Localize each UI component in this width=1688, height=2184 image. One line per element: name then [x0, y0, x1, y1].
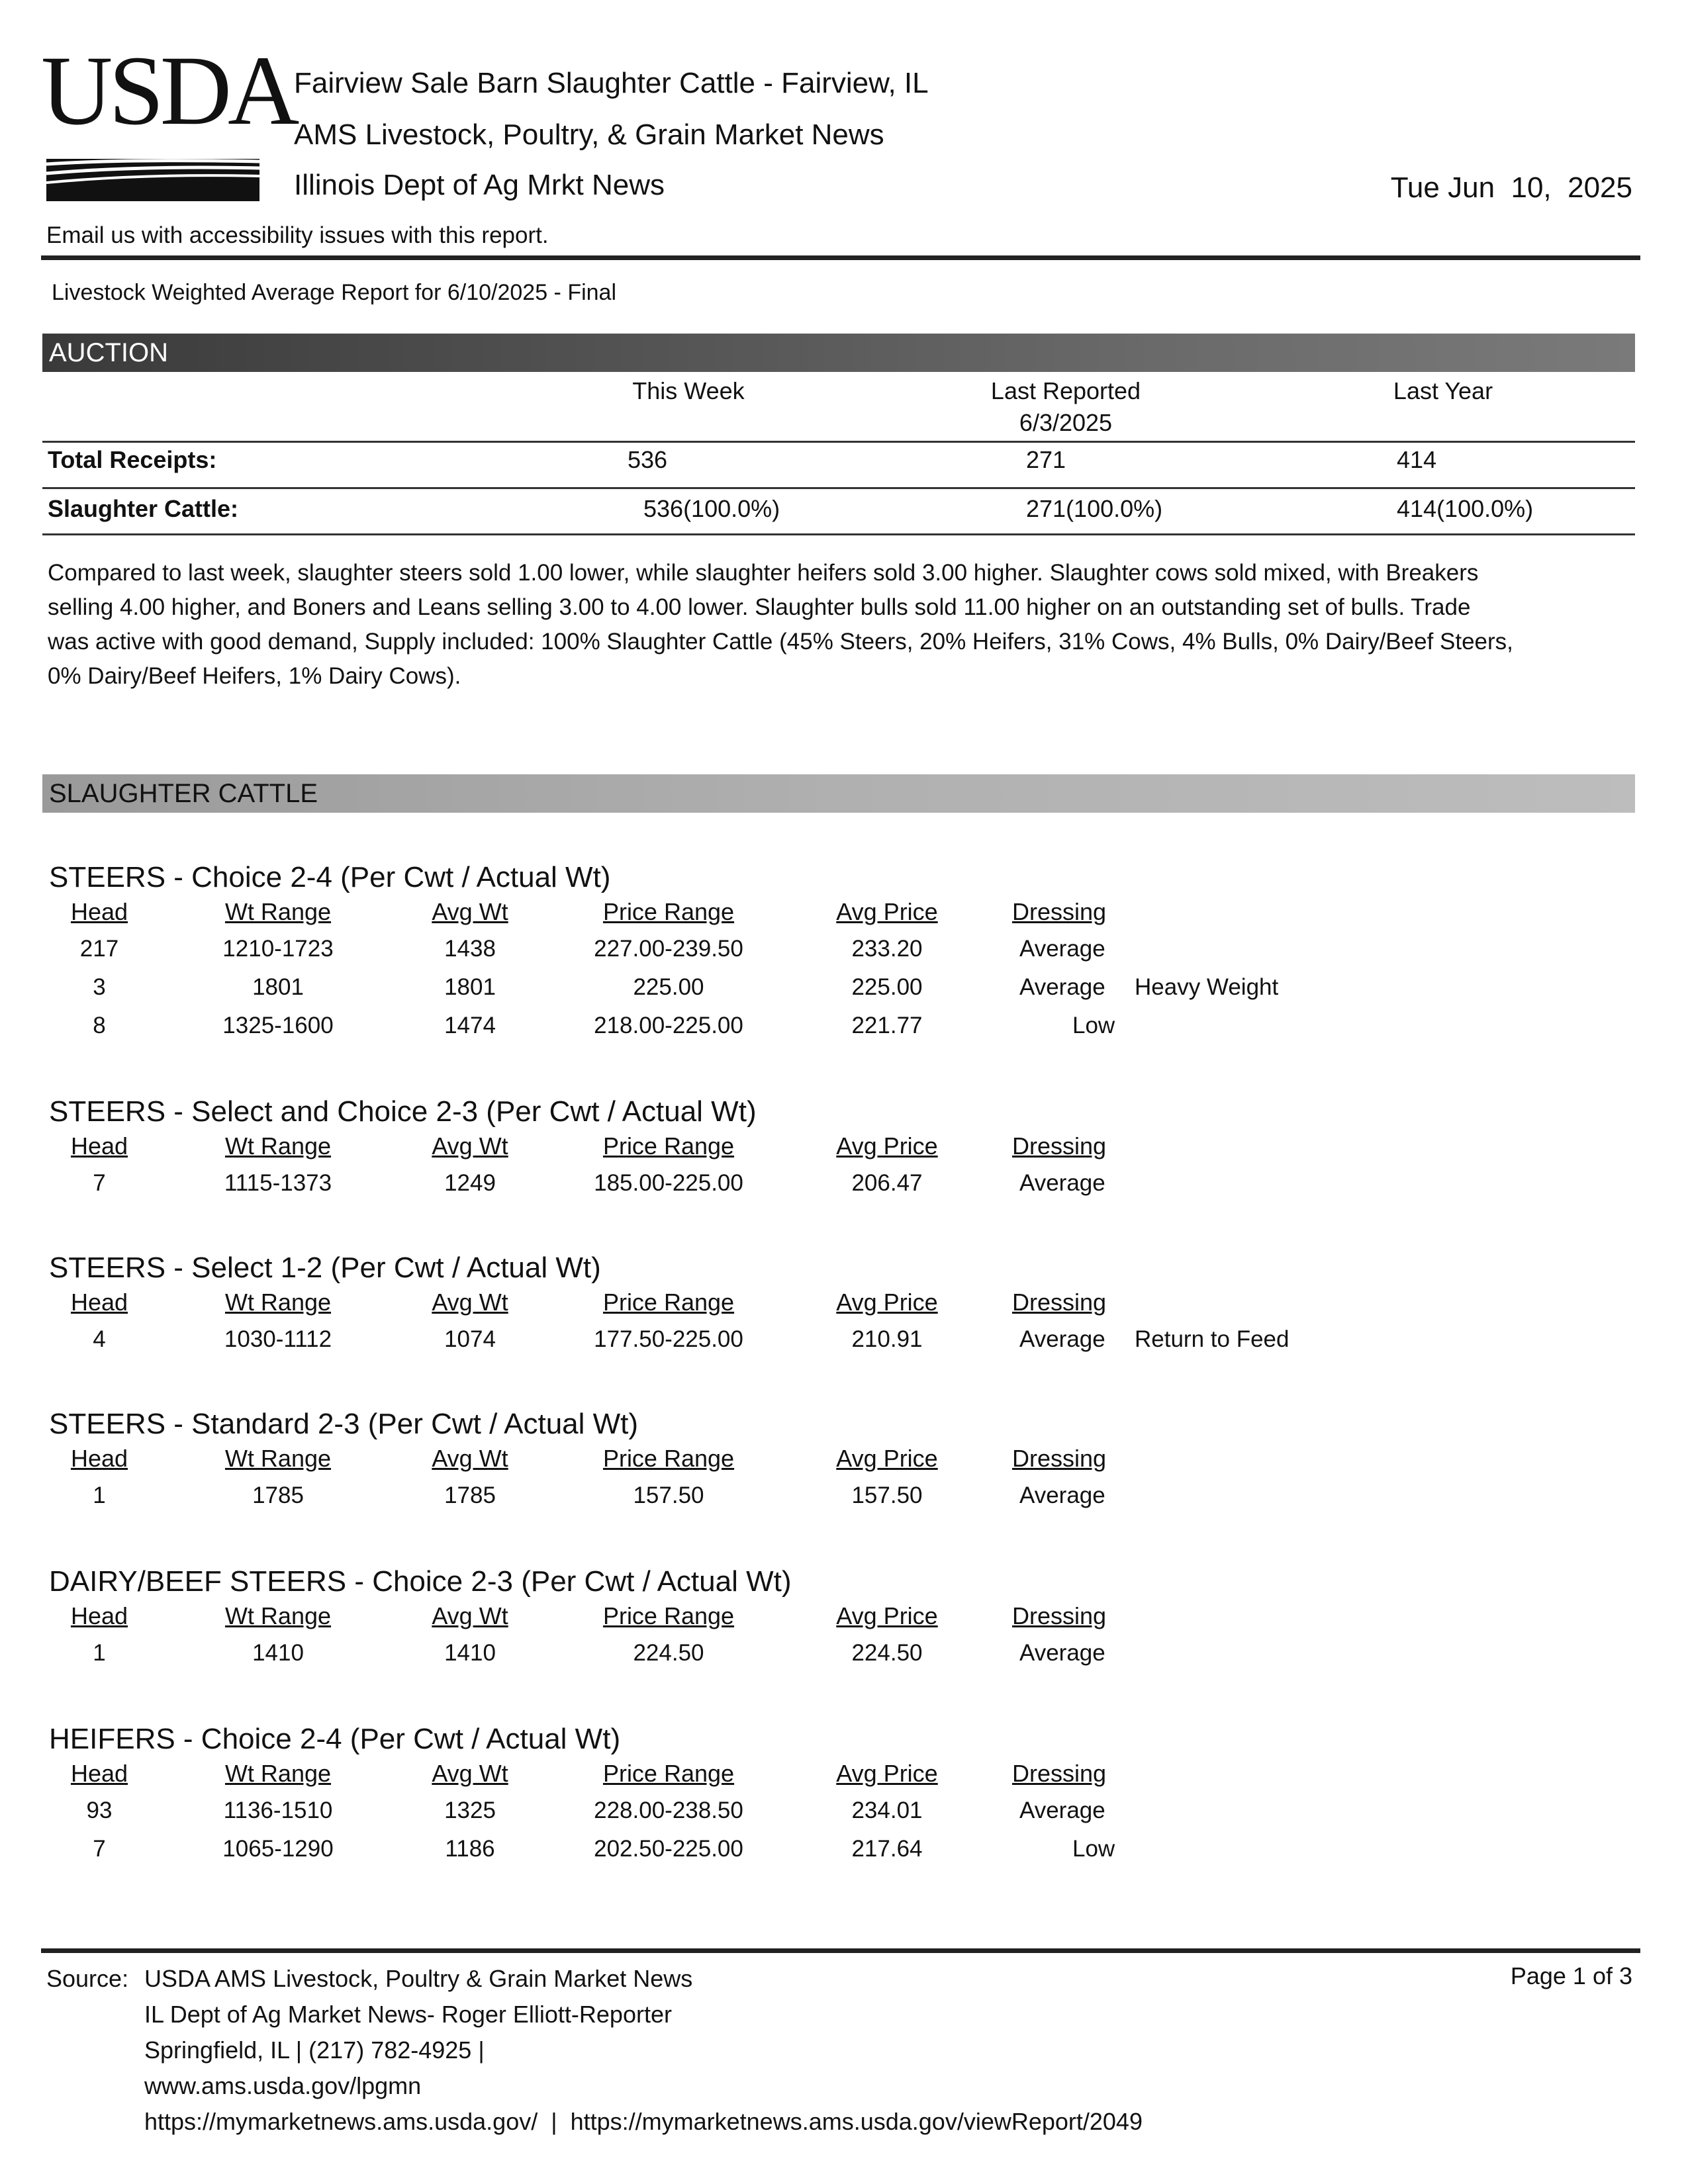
header-title-line1: Fairview Sale Barn Slaughter Cattle - Fairview, IL — [294, 67, 929, 99]
col-header-head: Head — [70, 1132, 128, 1160]
col-header-avg-price: Avg Price — [836, 1445, 938, 1472]
cell-price-range: 225.00 — [633, 974, 704, 1000]
col-header-price-range: Price Range — [602, 1602, 735, 1629]
total-receipts-last-year: 414 — [1397, 446, 1437, 473]
cell-avg-price: 221.77 — [851, 1013, 923, 1038]
col-header-avg-price: Avg Price — [836, 1289, 938, 1316]
slaughter-cattle-last-reported: 271(100.0%) — [1026, 495, 1163, 522]
cell-head: 1 — [93, 1640, 106, 1666]
col-header-head: Head — [70, 898, 128, 925]
auction-section-label: AUCTION — [49, 338, 168, 367]
slaughter-cattle-last-year: 414(100.0%) — [1397, 495, 1534, 522]
slaughter-section-bar — [42, 774, 1635, 813]
cell-head: 93 — [86, 1797, 113, 1823]
table-title: STEERS - Choice 2-4 (Per Cwt / Actual Wt) — [49, 861, 611, 893]
cell-dressing: Average — [1019, 1482, 1105, 1508]
col-header-avg-wt: Avg Wt — [432, 898, 508, 925]
cell-avg-wt: 1325 — [444, 1797, 496, 1823]
table-row — [0, 1639, 1688, 1668]
table-row — [0, 1481, 1688, 1510]
total-receipts-last-reported: 271 — [1026, 446, 1066, 473]
cell-wt-range: 1801 — [252, 974, 304, 1000]
cell-price-range: 218.00-225.00 — [594, 1013, 743, 1038]
col-header-wt-range: Wt Range — [224, 898, 332, 925]
col-header-wt-range: Wt Range — [224, 1289, 332, 1316]
cell-dressing: Average — [1019, 936, 1105, 962]
col-header-dressing: Dressing — [1011, 1445, 1107, 1472]
cell-avg-wt: 1801 — [444, 974, 496, 1000]
col-header-head: Head — [70, 1760, 128, 1787]
col-this-week: This Week — [632, 377, 745, 404]
col-header-avg-wt: Avg Wt — [432, 1132, 508, 1160]
table-title: STEERS - Select and Choice 2-3 (Per Cwt / Actual Wt) — [49, 1095, 757, 1128]
col-header-price-range: Price Range — [602, 1445, 735, 1472]
cell-avg-price: 234.01 — [851, 1797, 923, 1823]
source-line1: USDA AMS Livestock, Poultry & Grain Market News — [144, 1965, 693, 1992]
cell-price-range: 228.00-238.50 — [594, 1797, 743, 1823]
col-header-avg-wt: Avg Wt — [432, 1289, 508, 1316]
cell-note: Return to Feed — [1135, 1326, 1289, 1352]
col-header-avg-price: Avg Price — [836, 1132, 938, 1160]
header-title-line3: Illinois Dept of Ag Mrkt News — [294, 169, 665, 201]
summary-line: was active with good demand, Supply included: 100% Slaughter Cattle (45% Steers, 20% Heifers, 31% Cows, 4% Bulls, 0% Dairy/Beef Steers, — [48, 629, 1513, 655]
cell-head: 7 — [93, 1170, 106, 1196]
cell-avg-wt: 1438 — [444, 936, 496, 962]
col-header-dressing: Dressing — [1011, 1132, 1107, 1160]
cell-head: 217 — [79, 936, 119, 962]
cell-avg-price: 217.64 — [851, 1836, 923, 1862]
col-header-avg-wt: Avg Wt — [432, 1602, 508, 1629]
cell-avg-wt: 1474 — [444, 1013, 496, 1038]
source-label: Source: — [46, 1965, 129, 1992]
col-header-head: Head — [70, 1289, 128, 1316]
usda-logo — [41, 36, 296, 203]
cell-head: 3 — [93, 974, 106, 1000]
slaughter-cattle-this-week: 536(100.0%) — [643, 495, 780, 522]
cell-wt-range: 1136-1510 — [223, 1797, 333, 1823]
cell-avg-wt: 1249 — [444, 1170, 496, 1196]
summary-line: Compared to last week, slaughter steers sold 1.00 lower, while slaughter heifers sold 3.00 higher. Slaughter cows sold mixed, with Breakers — [48, 560, 1479, 586]
auction-rule — [42, 487, 1635, 489]
cell-head: 4 — [93, 1326, 106, 1352]
total-receipts-this-week: 536 — [628, 446, 668, 473]
col-header-avg-price: Avg Price — [836, 898, 938, 925]
cell-wt-range: 1785 — [252, 1482, 304, 1508]
report-title: Livestock Weighted Average Report for 6/10/2025 - Final — [52, 280, 617, 305]
col-header-head: Head — [70, 1445, 128, 1472]
usda-logo-text: USDA — [41, 36, 296, 146]
header-title-line2: AMS Livestock, Poultry, & Grain Market News — [294, 118, 884, 151]
cell-dressing: Average — [1019, 1797, 1105, 1823]
ams-lpgmn-link[interactable]: www.ams.usda.gov/lpgmn — [144, 2072, 422, 2099]
cell-wt-range: 1325-1600 — [222, 1013, 334, 1038]
cell-wt-range: 1410 — [252, 1640, 304, 1666]
col-header-head: Head — [70, 1602, 128, 1629]
table-row — [0, 1011, 1688, 1040]
total-receipts-label: Total Receipts: — [48, 446, 217, 473]
cell-avg-price: 206.47 — [851, 1170, 923, 1196]
table-title: HEIFERS - Choice 2-4 (Per Cwt / Actual Wt) — [49, 1723, 621, 1755]
cell-avg-price: 233.20 — [851, 936, 923, 962]
table-title: STEERS - Standard 2-3 (Per Cwt / Actual Wt) — [49, 1408, 639, 1440]
col-header-avg-wt: Avg Wt — [432, 1760, 508, 1787]
slaughter-cattle-label: Slaughter Cattle: — [48, 495, 239, 522]
col-header-price-range: Price Range — [602, 1289, 735, 1316]
cell-note: Heavy Weight — [1135, 974, 1279, 1000]
cell-avg-price: 225.00 — [851, 974, 923, 1000]
cell-dressing: Low — [1072, 1013, 1115, 1038]
cell-avg-wt: 1186 — [445, 1836, 495, 1862]
col-header-dressing: Dressing — [1011, 1760, 1107, 1787]
col-header-avg-price: Avg Price — [836, 1602, 938, 1629]
table-title: DAIRY/BEEF STEERS - Choice 2-3 (Per Cwt / Actual Wt) — [49, 1565, 792, 1598]
col-last-year: Last Year — [1393, 377, 1493, 404]
cell-avg-price: 224.50 — [851, 1640, 923, 1666]
usda-logo-stripes-icon — [46, 159, 259, 201]
footer-divider — [41, 1948, 1640, 1953]
table-row — [0, 973, 1688, 1002]
table-row — [0, 1796, 1688, 1825]
cell-avg-wt: 1074 — [444, 1326, 496, 1352]
table-row — [0, 1169, 1688, 1198]
source-line2: IL Dept of Ag Market News- Roger Elliott-Reporter — [144, 2001, 672, 2028]
mymarketnews-links[interactable]: https://mymarketnews.ams.usda.gov/ | https://mymarketnews.ams.usda.gov/viewReport/2049 — [144, 2108, 1143, 2135]
cell-wt-range: 1115-1373 — [224, 1170, 332, 1196]
auction-rule — [42, 533, 1635, 535]
cell-avg-price: 157.50 — [851, 1482, 923, 1508]
auction-rule — [42, 441, 1635, 443]
col-header-wt-range: Wt Range — [224, 1602, 332, 1629]
cell-dressing: Average — [1019, 974, 1105, 1000]
table-row — [0, 1325, 1688, 1354]
col-header-price-range: Price Range — [602, 1760, 735, 1787]
cell-price-range: 185.00-225.00 — [594, 1170, 743, 1196]
cell-wt-range: 1030-1112 — [224, 1326, 332, 1352]
slaughter-section-label: SLAUGHTER CATTLE — [49, 779, 318, 808]
source-line3: Springfield, IL | (217) 782-4925 | — [144, 2036, 485, 2064]
report-date: Tue Jun 10, 2025 — [1390, 171, 1632, 204]
table-row — [0, 934, 1688, 964]
cell-dressing: Low — [1072, 1836, 1115, 1862]
col-header-dressing: Dressing — [1011, 1289, 1107, 1316]
col-header-price-range: Price Range — [602, 1132, 735, 1160]
summary-line: selling 4.00 higher, and Boners and Leans selling 3.00 to 4.00 lower. Slaughter bulls sold 11.00 higher on an outstanding set of bulls. Trade — [48, 594, 1471, 620]
summary-line: 0% Dairy/Beef Heifers, 1% Dairy Cows). — [48, 663, 461, 689]
cell-dressing: Average — [1019, 1170, 1105, 1196]
cell-price-range: 227.00-239.50 — [594, 936, 743, 962]
cell-price-range: 157.50 — [633, 1482, 704, 1508]
accessibility-email-link[interactable]: Email us with accessibility issues with this report. — [46, 222, 549, 248]
cell-dressing: Average — [1019, 1640, 1105, 1666]
cell-head: 1 — [93, 1482, 106, 1508]
table-row — [0, 1835, 1688, 1864]
col-header-wt-range: Wt Range — [224, 1445, 332, 1472]
col-last-reported: Last Reported — [990, 377, 1141, 404]
header-divider — [41, 255, 1640, 260]
cell-wt-range: 1210-1723 — [222, 936, 334, 962]
col-header-wt-range: Wt Range — [224, 1760, 332, 1787]
auction-section-bar — [42, 334, 1635, 372]
col-header-dressing: Dressing — [1011, 898, 1107, 925]
cell-price-range: 202.50-225.00 — [594, 1836, 743, 1862]
cell-dressing: Average — [1019, 1326, 1105, 1352]
col-header-price-range: Price Range — [602, 898, 735, 925]
market-summary — [48, 556, 1636, 694]
table-title: STEERS - Select 1-2 (Per Cwt / Actual Wt) — [49, 1251, 601, 1284]
cell-head: 7 — [93, 1836, 106, 1862]
col-header-wt-range: Wt Range — [224, 1132, 332, 1160]
cell-avg-price: 210.91 — [851, 1326, 923, 1352]
col-header-avg-price: Avg Price — [836, 1760, 938, 1787]
cell-avg-wt: 1410 — [444, 1640, 496, 1666]
cell-head: 8 — [93, 1013, 106, 1038]
cell-price-range: 177.50-225.00 — [594, 1326, 743, 1352]
page-number: Page 1 of 3 — [1510, 1962, 1632, 1989]
cell-avg-wt: 1785 — [444, 1482, 496, 1508]
cell-price-range: 224.50 — [633, 1640, 704, 1666]
cell-wt-range: 1065-1290 — [222, 1836, 334, 1862]
col-header-dressing: Dressing — [1011, 1602, 1107, 1629]
col-last-reported-date: 6/3/2025 — [1019, 409, 1113, 436]
col-header-avg-wt: Avg Wt — [432, 1445, 508, 1472]
